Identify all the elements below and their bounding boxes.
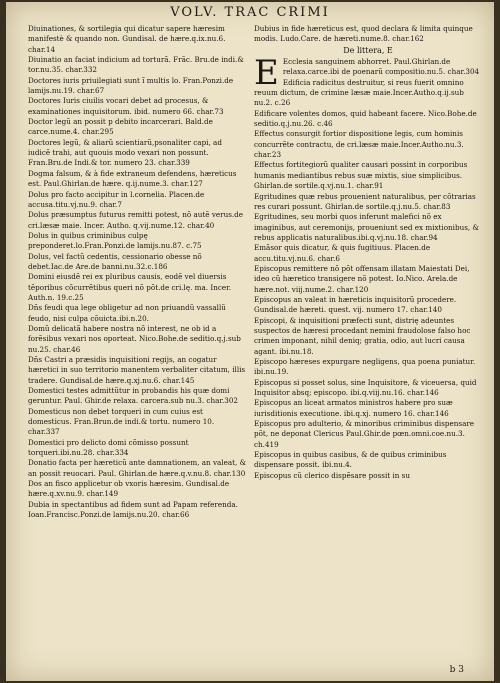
index-entry: Doctores iuris priuilegiati sunt ĩ multis lo. Fran.Ponzi.de lamijs.nu.19. char.67	[28, 75, 234, 96]
index-entry: Dolus in quibus criminibus culpę preponderet.lo.Fran.Ponzi.de lamijs.nu.87. c.75	[28, 230, 202, 251]
index-entry: Doctores Iuris ciuilis vocari debet ad procesus, & examinationes inquisitorum. ibid. numero 66. char.73	[28, 96, 224, 116]
right-column	[254, 24, 482, 481]
index-entry: Episcopus in quibus casibus, & de quibus criminibus dispensare possit. ibi.nu.4.	[254, 450, 447, 470]
index-entry: Domestici testes admittũtur in probandis his quæ domi geruntur. Paul. Ghir.de relaxa. carcera.sub nu.3. char.302	[28, 386, 239, 406]
index-entry: Dos an fisco applicetur ob vxoris hæresim. Gundisal.de hære.q.xv.nu.9. char.149	[28, 479, 230, 499]
index-entry: Episcopus si posset solus, sine Inquisitore, & viceuersa, quid Inquisitor absq; episcopo. ibi.q.viij.nu.16. char.146	[254, 377, 477, 398]
index-entry: Dubius in fide hæreticus est, quod declara & limita quinque modis. Ludo.Care. de hæreti.nume.8. char.162	[254, 24, 473, 44]
left-column	[28, 24, 246, 521]
index-entry: Dñs feudi qua lege obligetur ad non priuandũ vassallũ feudo, nisi culpa cõuicta.ibi.n.20.	[28, 303, 226, 323]
index-entry: Doctor legũ an possit p debito incarcerari. Bald.de carce.nume.4. char.295	[28, 117, 213, 137]
index-entry: Ecclesia sanguinem abhorret. Paul.Ghirlan.de relaxa.carce.ibi de poenarũ compositio.nu.5. char.304	[282, 57, 480, 77]
index-entry: Dñs Castri a præsidis inquisitioni regijs, an cogatur hæretici in suo territorio manentem verbaliter citatum, illis tradere. Gundisal.de hære.q.xj.nu.6. char.145	[28, 355, 246, 385]
index-entry: Dolus præsumptus futurus remitti potest, nõ autẽ verus.de cri.læsæ maie. Incer. Autho. q.vij.nume.12. char.40	[28, 210, 244, 230]
index-entry: Dubia in spectantibus ad fidem sunt ad Papam referenda. Ioan.Francisc.Ponzi.de lamijs.nu.20. char.66	[28, 499, 238, 520]
section-heading: De littera, E	[343, 45, 393, 55]
index-entry: Diuinationes, & sortilegia qui dicatur sapere hæresim manifestè & quando non. Gundisal. de hære.q.ix.nu.6. char.14	[28, 24, 226, 54]
running-header: VOLV. TRAC CRIMI	[170, 5, 330, 20]
index-entry: Doctores legũ, & aliarũ scientiarũ,psonaliter capi, ad iudicẽ trahi, aut quouis modo vexari non possunt. Fran.Bru.de Indi.& tor. numero 23. char.339	[28, 137, 222, 168]
index-entry: Effectus consurgit fortior dispositione legis, cum hominis concurrẽte contractu, de cri.læsæ maie.Incer.Autho.nu.3. char.23	[254, 129, 464, 160]
index-entry: Episcopus an liceat armatos ministros habere pro suæ iurisditionis executione. ibi.q.xj. numero 16. char.146	[254, 398, 453, 418]
index-entry: Episcopus remittere nõ põt offensam illatam Maiestati Dei, ideo cũ hæretico transigere nõ potest. Io.Nico. Arela.de hære.not. viij.nume.2. char.120	[254, 263, 470, 294]
index-entry: Egritudines quæ rebus prouenient naturalibus, per cõtrarias res curari possunt. Ghirlan.de sortile.q.j.nu.5. char.83	[254, 191, 476, 211]
index-entry: Donatio facta per hæreticũ ante damnationem, an valeat, & an possit reuocari. Paul. Ghirlan.de hære.q.v.nu.8. char.130	[28, 458, 246, 478]
index-entry: Episcopus pro adulterio, & minoribus criminibus dispensare põt, ne deponat Clericus Paul.Ghir.de pœn.omni.coe.nu.3. ch.419	[254, 419, 475, 449]
signature-mark: b 3	[449, 665, 464, 675]
document-page	[6, 2, 494, 681]
index-entry: Episcopus cũ clerico dispẽsare possit in su	[254, 470, 410, 480]
index-entry: Domestici pro delicto domi cõmisso possunt torqueri.ibi.nu.28. char.334	[28, 437, 189, 458]
index-entry: Effectus fortitegiorũ qualiter causari possint in corporibus humanis mediantibus rebus suæ mixtis, siue simplicibus. Ghirlan.de sortile.q.vj.nu.1. char.91	[254, 160, 468, 191]
index-entry: Dogma falsum, & à fide extraneum defendens, hæreticus est. Paul.Ghirlan.de hære. q.ij.nume.3. char.127	[28, 168, 237, 189]
drop-cap: E	[254, 53, 279, 94]
index-entry: Emãsor quis dicatur, & quis fugitiuus. Placen.de accu.titu.vj.nu.6. char.6	[254, 243, 431, 263]
index-entry: Episcopi, & inquisitioni præfecti sunt, distrię adeuntes suspectos de hæresi procedant nemini fraudolose falso hoc crimen imponant, nihil deniq; gratia, odio, aut lucri causa agant. ibi.nu.18.	[254, 315, 471, 356]
index-entry: Edificare volentes domos, quid habeant facere. Nico.Bohe.de seditio.q.j.nu.26. c.46	[254, 108, 477, 129]
index-entry: Edificia radicitus destruitur, si reus fuerit omnino reuum dictum, de crimine læsæ maie.Incer.Autho.q.ij.sub nu.2. c.26	[254, 77, 464, 108]
index-entry: Dolus, vel factũ cedentis, cessionario obesse nõ debet.Iac.de Are.de banni.nu.32.c.186	[28, 251, 202, 271]
index-entry: Domesticus non debet torqueri in cum cuius est domesticus. Fran.Brun.de indi.& tortu. numero 10. char.337	[28, 406, 215, 437]
index-entry: Episcopo hæreses expurgare negligens, qua poena puniatur. ibi.nu.19.	[254, 357, 476, 377]
index-entry: Domini eiusdẽ rei ex pluribus causis, eodẽ vel diuersis tẽporibus cõcurrẽtibus queri nõ põt.de cri.lę. ma. Incer. Auth.n. 19.c.25	[28, 272, 232, 302]
index-entry: Domũ delicatã habere nostra nõ interest, ne ob id a forẽsibus vexari nos oporteat. Nico.Bohe.de seditio.q.j.sub nu.25. char.46	[28, 323, 241, 354]
index-entry: Dolus pro facto accipitur in l.cornelia. Placen.de accusa.titu.vj.nu.9. char.7	[28, 189, 205, 209]
index-entry: Egritudines, seu morbi quos inferunt malefici nõ ex imaginibus, aut ceremonijs, proueniunt sed ex mixtionibus, & rebus applicatis naturalibus.ibi.q.vj.nu.18. char.94	[254, 212, 479, 242]
index-entry: Episcopus an valeat in hæreticis inquisitorũ procedere. Gundisal.de hæreti. quest. vij. numero 17. char.140	[254, 294, 457, 315]
index-entry: Diuinatio an faciat indicium ad torturã. Frãc. Bru.de indi.& tor.nu.35. char.332	[28, 55, 244, 75]
